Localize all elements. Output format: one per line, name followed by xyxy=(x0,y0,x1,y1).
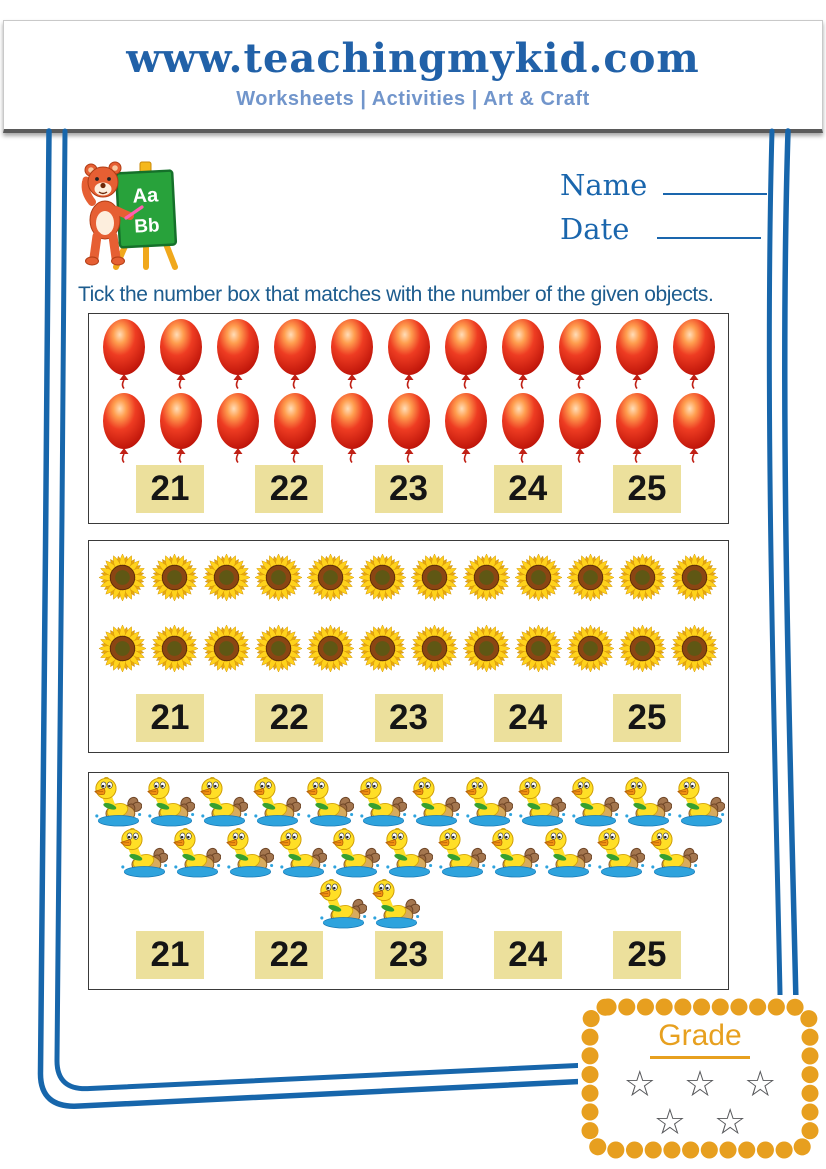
red-balloon-icon xyxy=(443,318,489,389)
site-title: www.teachingmykid.com xyxy=(126,35,700,82)
red-balloon-icon xyxy=(557,318,603,389)
number-option-24[interactable]: 24 xyxy=(494,931,562,979)
sunflower-row xyxy=(92,553,725,602)
duck-row xyxy=(52,879,685,929)
sunflower-icon xyxy=(670,553,719,602)
duck-icon xyxy=(305,777,354,827)
sunflower-icon xyxy=(98,553,147,602)
sunflower-icon xyxy=(462,624,511,673)
counting-box-ducks xyxy=(88,772,729,990)
instruction-text: Tick the number box that matches with the number of the given objects. xyxy=(78,283,714,306)
counting-box-sunflowers xyxy=(88,540,729,753)
sunflower-icon xyxy=(670,624,719,673)
sunflower-rows xyxy=(92,545,725,673)
counting-box-balloons xyxy=(88,313,729,524)
red-balloon-icon xyxy=(158,392,204,463)
sunflower-number-options xyxy=(92,694,725,742)
star-icon: ☆ xyxy=(744,1064,777,1105)
number-option-22[interactable]: 22 xyxy=(255,931,323,979)
duck-icon xyxy=(596,828,645,878)
number-option-23[interactable]: 23 xyxy=(375,931,443,979)
red-balloon-icon xyxy=(386,318,432,389)
name-label: Name xyxy=(560,168,648,202)
duck-icon xyxy=(411,777,460,827)
sunflower-icon xyxy=(566,624,615,673)
duck-icon xyxy=(278,828,327,878)
number-option-24[interactable]: 24 xyxy=(494,694,562,742)
board-text-bottom: Bb xyxy=(133,215,161,238)
mascot-bear xyxy=(78,146,198,271)
duck-icon xyxy=(371,879,420,929)
star-icon: ☆ xyxy=(653,1102,686,1143)
red-balloon-icon xyxy=(386,392,432,463)
number-option-21[interactable]: 21 xyxy=(136,931,204,979)
number-option-25[interactable]: 25 xyxy=(613,465,681,513)
balloon-row xyxy=(92,318,725,389)
duck-icon xyxy=(252,777,301,827)
red-balloon-icon xyxy=(557,392,603,463)
red-balloon-icon xyxy=(101,318,147,389)
chalkboard xyxy=(116,171,176,248)
number-option-23[interactable]: 23 xyxy=(375,694,443,742)
board-text-top: Aa xyxy=(132,184,159,208)
duck-icon xyxy=(570,777,619,827)
number-option-21[interactable]: 21 xyxy=(136,465,204,513)
grade-stars xyxy=(578,1064,822,1143)
sunflower-icon xyxy=(150,553,199,602)
grade-label: Grade xyxy=(650,1019,749,1059)
number-option-24[interactable]: 24 xyxy=(494,465,562,513)
duck-icon xyxy=(649,828,698,878)
red-balloon-icon xyxy=(272,318,318,389)
duck-icon xyxy=(490,828,539,878)
sunflower-icon xyxy=(202,553,251,602)
number-option-22[interactable]: 22 xyxy=(255,694,323,742)
duck-icon xyxy=(146,777,195,827)
sunflower-icon xyxy=(150,624,199,673)
number-option-23[interactable]: 23 xyxy=(375,465,443,513)
date-field-row xyxy=(560,212,767,246)
sunflower-icon xyxy=(410,624,459,673)
name-date-block xyxy=(560,168,767,256)
duck-number-options xyxy=(92,931,725,979)
sunflower-icon xyxy=(566,553,615,602)
duck-icon xyxy=(172,828,221,878)
sunflower-icon xyxy=(358,624,407,673)
red-balloon-icon xyxy=(272,392,318,463)
sunflower-icon xyxy=(514,553,563,602)
sunflower-icon xyxy=(306,624,355,673)
star-icon: ☆ xyxy=(623,1064,656,1105)
sunflower-icon xyxy=(254,553,303,602)
duck-row xyxy=(92,777,725,827)
sunflower-icon xyxy=(410,553,459,602)
duck-rows xyxy=(92,777,725,929)
red-balloon-icon xyxy=(329,392,375,463)
duck-icon xyxy=(676,777,725,827)
number-option-25[interactable]: 25 xyxy=(613,931,681,979)
red-balloon-icon xyxy=(329,318,375,389)
duck-icon xyxy=(437,828,486,878)
sunflower-icon xyxy=(306,553,355,602)
red-balloon-icon xyxy=(215,392,261,463)
duck-icon xyxy=(119,828,168,878)
duck-row xyxy=(92,828,725,878)
red-balloon-icon xyxy=(500,318,546,389)
duck-icon xyxy=(225,828,274,878)
duck-icon xyxy=(331,828,380,878)
grade-stamp xyxy=(578,995,822,1162)
red-balloon-icon xyxy=(101,392,147,463)
red-balloon-icon xyxy=(443,392,489,463)
red-balloon-icon xyxy=(671,318,717,389)
number-option-21[interactable]: 21 xyxy=(136,694,204,742)
duck-icon xyxy=(543,828,592,878)
duck-icon xyxy=(93,777,142,827)
star-icon: ☆ xyxy=(683,1064,717,1105)
red-balloon-icon xyxy=(500,392,546,463)
duck-icon xyxy=(623,777,672,827)
red-balloon-icon xyxy=(614,392,660,463)
star-icon: ☆ xyxy=(714,1102,747,1143)
sunflower-icon xyxy=(98,624,147,673)
sunflower-icon xyxy=(358,553,407,602)
sunflower-row xyxy=(92,624,725,673)
duck-icon xyxy=(384,828,433,878)
red-balloon-icon xyxy=(215,318,261,389)
balloon-rows xyxy=(92,318,725,463)
sunflower-icon xyxy=(462,553,511,602)
number-option-25[interactable]: 25 xyxy=(613,694,681,742)
red-balloon-icon xyxy=(671,392,717,463)
sunflower-icon xyxy=(618,553,667,602)
sunflower-icon xyxy=(254,624,303,673)
red-balloon-icon xyxy=(614,318,660,389)
number-option-22[interactable]: 22 xyxy=(255,465,323,513)
name-field-row xyxy=(560,168,767,202)
duck-icon xyxy=(517,777,566,827)
balloon-number-options xyxy=(92,465,725,513)
date-blank-line[interactable] xyxy=(657,213,761,239)
site-header xyxy=(3,20,823,133)
duck-icon xyxy=(318,879,367,929)
site-tagline: Worksheets | Activities | Art & Craft xyxy=(236,88,590,110)
red-balloon-icon xyxy=(158,318,204,389)
duck-icon xyxy=(358,777,407,827)
sunflower-icon xyxy=(618,624,667,673)
date-label: Date xyxy=(560,212,630,246)
duck-icon xyxy=(464,777,513,827)
duck-icon xyxy=(199,777,248,827)
sunflower-icon xyxy=(514,624,563,673)
balloon-row xyxy=(92,392,725,463)
sunflower-icon xyxy=(202,624,251,673)
name-blank-line[interactable] xyxy=(663,169,767,195)
